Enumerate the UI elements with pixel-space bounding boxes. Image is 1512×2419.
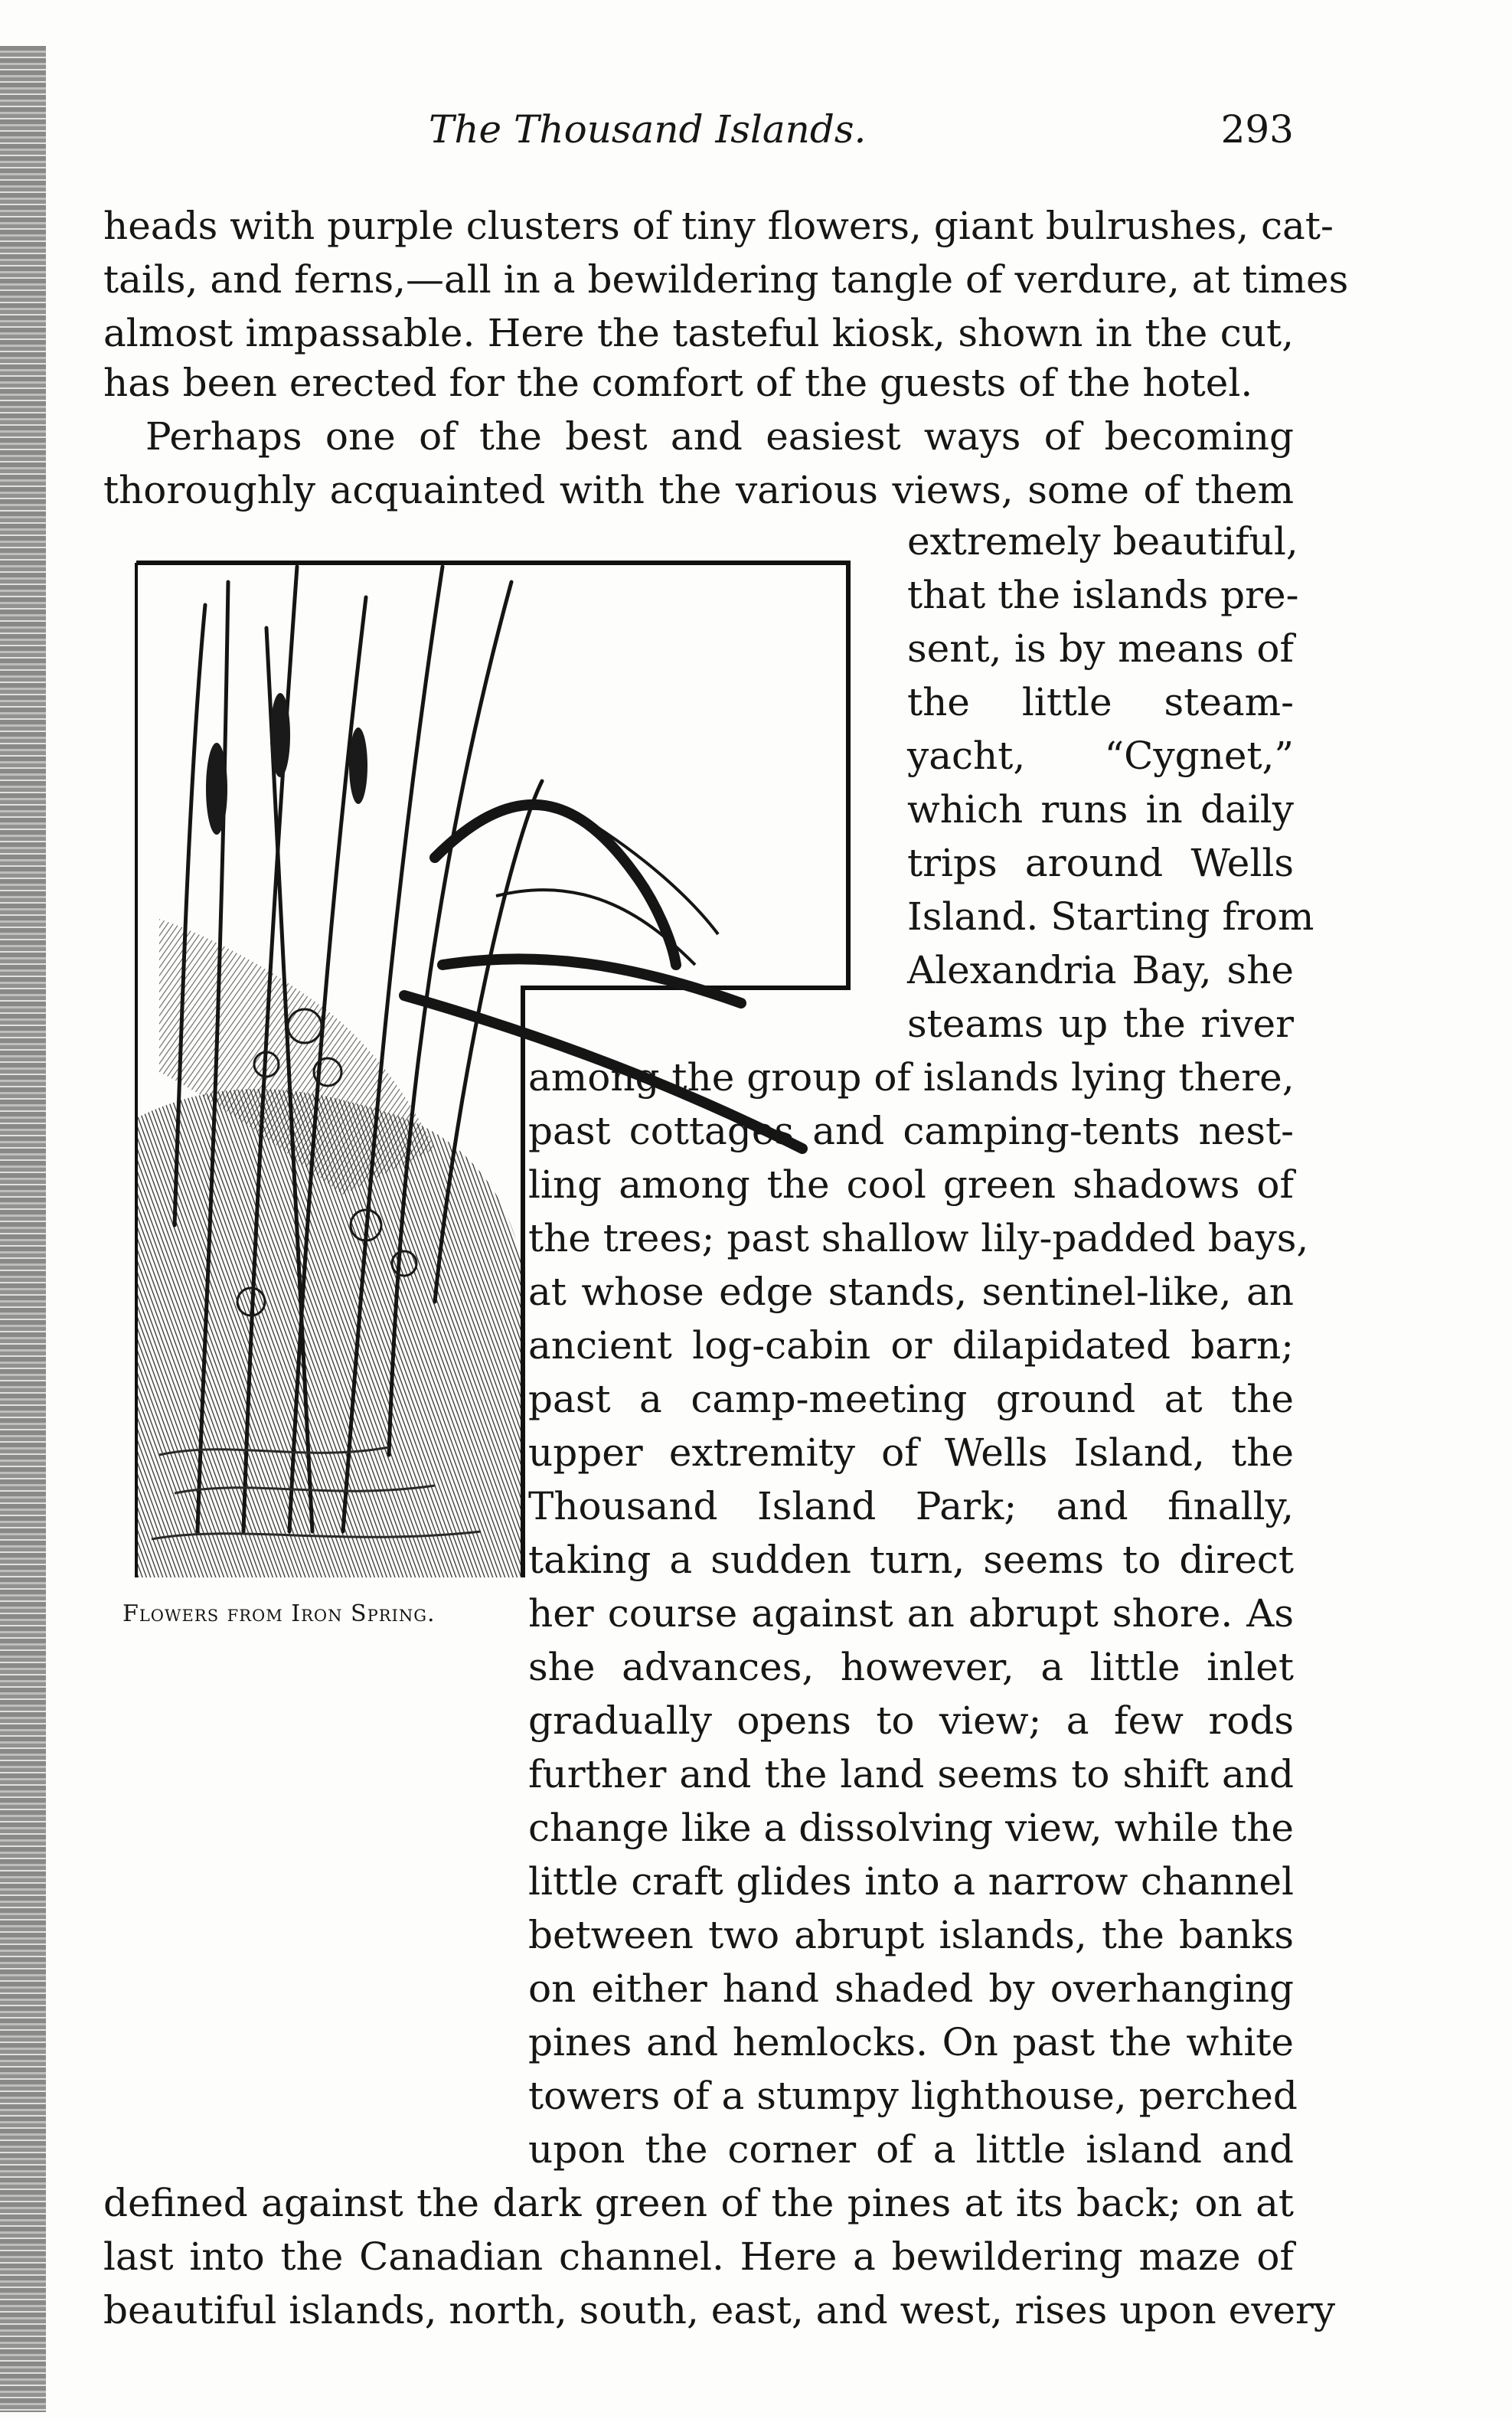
text-line: further and the land seems to shift and [528, 1752, 1294, 1796]
text-line: has been erected for the comfort of the guests of the hotel. [103, 361, 1253, 405]
page-header [153, 107, 1294, 161]
bulrush-illustration [113, 536, 871, 1577]
text-line: yacht, “Cygnet,” [907, 734, 1294, 778]
text-line: Alexandria Bay, she [907, 948, 1294, 992]
text-line: taking a sudden turn, seems to direct [528, 1538, 1294, 1582]
text-line: ancient log-cabin or dilapidated barn; [528, 1323, 1294, 1368]
text-line: pines and hemlocks. On past the white [528, 2020, 1294, 2064]
book-spine-shadow [0, 46, 46, 2412]
text-line: ling among the cool green shadows of [528, 1162, 1294, 1207]
running-title: The Thousand Islands. [429, 107, 867, 152]
text-line: at whose edge stands, sentinel-like, an [528, 1270, 1294, 1314]
text-line: upon the corner of a little island and [528, 2127, 1294, 2172]
text-line: gradually opens to view; a few rods [528, 1698, 1294, 1743]
text-line: past cottages and camping-tents nest- [528, 1109, 1294, 1153]
text-line: almost impassable. Here the tasteful kiosk, shown in the cut, [103, 311, 1294, 355]
text-line: which runs in daily [907, 787, 1294, 832]
text-line: Thousand Island Park; and finally, [528, 1484, 1294, 1528]
text-line: extremely beautiful, [907, 519, 1298, 564]
figure-caption: Flowers from Iron Spring. [122, 1600, 436, 1627]
text-line: change like a dissolving view, while the [528, 1806, 1294, 1850]
text-line: trips around Wells [907, 841, 1294, 885]
text-line: that the islands pre- [907, 573, 1299, 617]
text-line: tails, and ferns,—all in a bewildering tangle of verdure, at times [103, 257, 1349, 302]
text-line: on either hand shaded by overhanging [528, 1966, 1294, 2011]
text-line: Island. Starting from [907, 894, 1314, 939]
text-line: she advances, however, a little inlet [528, 1645, 1294, 1689]
text-line: thoroughly acquainted with the various views, some of them [103, 468, 1294, 512]
text-line: past a camp-meeting ground at the [528, 1377, 1294, 1421]
text-line: Perhaps one of the best and easiest ways of becoming [145, 414, 1294, 459]
text-line: among the group of islands lying there, [528, 1055, 1295, 1100]
text-line: the trees; past shallow lily-padded bays, [528, 1216, 1309, 1260]
text-line: defined against the dark green of the pines at its back; on at [103, 2181, 1294, 2225]
text-line: towers of a stumpy lighthouse, perched [528, 2074, 1298, 2118]
text-line: sent, is by means of [907, 626, 1294, 671]
text-line: little craft glides into a narrow channel [528, 1859, 1294, 1904]
text-line: beautiful islands, north, south, east, and west, rises upon every [103, 2288, 1336, 2332]
text-line: her course against an abrupt shore. As [528, 1591, 1294, 1636]
text-line: heads with purple clusters of tiny flowers, giant bulrushes, cat- [103, 204, 1334, 248]
text-line: steams up the river [907, 1002, 1294, 1046]
text-line: the little steam- [907, 680, 1294, 724]
text-line: upper extremity of Wells Island, the [528, 1430, 1294, 1475]
text-line: between two abrupt islands, the banks [528, 1913, 1294, 1957]
page-number: 293 [1220, 107, 1294, 152]
text-line: last into the Canadian channel. Here a bewildering maze of [103, 2234, 1294, 2279]
